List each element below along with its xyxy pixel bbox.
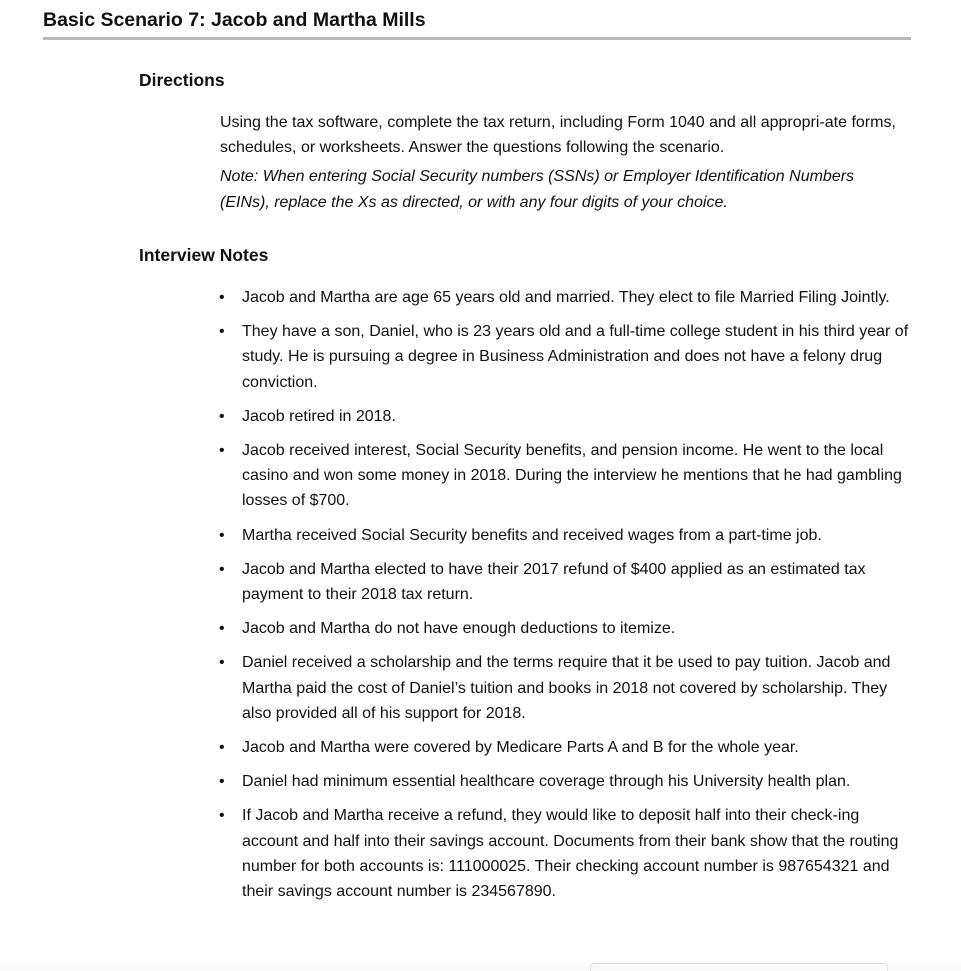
list-item-text: Martha received Social Security benefits and received wages from a part-time job. [242, 526, 822, 544]
list-item [219, 438, 919, 514]
page-title: Basic Scenario 7: Jacob and Martha Mills [43, 9, 426, 31]
list-item-text: If Jacob and Martha receive a refund, they would like to deposit half into their check-ing account and half into their savings account. Documents from their bank show that the routing number for both accounts is: 111000025. Their checking account number is 987654321 and their savings account number is 234567890. [242, 807, 899, 901]
list-item-text: Jacob and Martha are age 65 years old and married. They elect to file Married Filing Jointly. [242, 289, 890, 306]
list-item [219, 523, 919, 548]
list-item [219, 404, 919, 429]
interview-notes-heading: Interview Notes [139, 245, 269, 265]
interview-notes-list [219, 285, 919, 913]
list-item [219, 616, 919, 641]
list-item-text: Daniel received a scholarship and the terms require that it be used to pay tuition. Jacob and Martha paid the cost of Daniel’s tuition and books in 2018 not covered by scholarship. They also provided all of his support for 2018. [242, 654, 891, 722]
title-divider [43, 37, 911, 40]
directions-note: Note: When entering Social Security numbers (SSNs) or Employer Identification Numbers (EINs), replace the Xs as directed, or with any four digits of your choice. [220, 168, 855, 211]
list-item [219, 650, 919, 726]
bullet-icon: • [219, 442, 225, 460]
list-item-text: Daniel had minimum essential healthcare coverage through his University health plan. [242, 773, 851, 791]
list-item-text: Jacob received interest, Social Security benefits, and pension income. He went to the local casino and won some money in 2018. During the interview he mentions that he had gambling losses of $700. [242, 442, 902, 510]
bullet-icon: • [219, 807, 225, 825]
bullet-icon: • [219, 773, 225, 791]
bullet-icon: • [219, 560, 225, 578]
list-item [219, 285, 919, 310]
list-item [219, 319, 919, 395]
directions-block [220, 110, 900, 215]
bullet-icon: • [219, 526, 225, 544]
list-item-text: Jacob and Martha do not have enough deductions to itemize. [242, 620, 676, 638]
bullet-icon: • [219, 289, 225, 306]
bullet-icon: • [219, 407, 225, 425]
list-item [219, 769, 919, 794]
directions-text: Using the tax software, complete the tax return, including Form 1040 and all appropri-ate forms, schedules, or worksheets. Answer the questions following the scenario. [220, 114, 896, 156]
list-item-text: They have a son, Daniel, who is 23 years old and a full-time college student in his third year of study. He is pursuing a degree in Business Administration and does not have a felony drug conviction. [242, 323, 909, 391]
bullet-icon: • [219, 654, 225, 672]
list-item-text: Jacob retired in 2018. [242, 407, 396, 425]
bullet-icon: • [219, 620, 225, 638]
bullet-icon: • [219, 739, 225, 757]
directions-heading: Directions [139, 70, 225, 90]
list-item-text: Jacob and Martha were covered by Medicare Parts A and B for the whole year. [242, 739, 799, 757]
list-item-text: Jacob and Martha elected to have their 2017 refund of $400 applied as an estimated tax payment to their 2018 tax return. [242, 560, 866, 604]
list-item [219, 557, 919, 607]
bullet-icon: • [219, 323, 225, 341]
list-item [219, 735, 919, 760]
list-item [219, 803, 919, 904]
